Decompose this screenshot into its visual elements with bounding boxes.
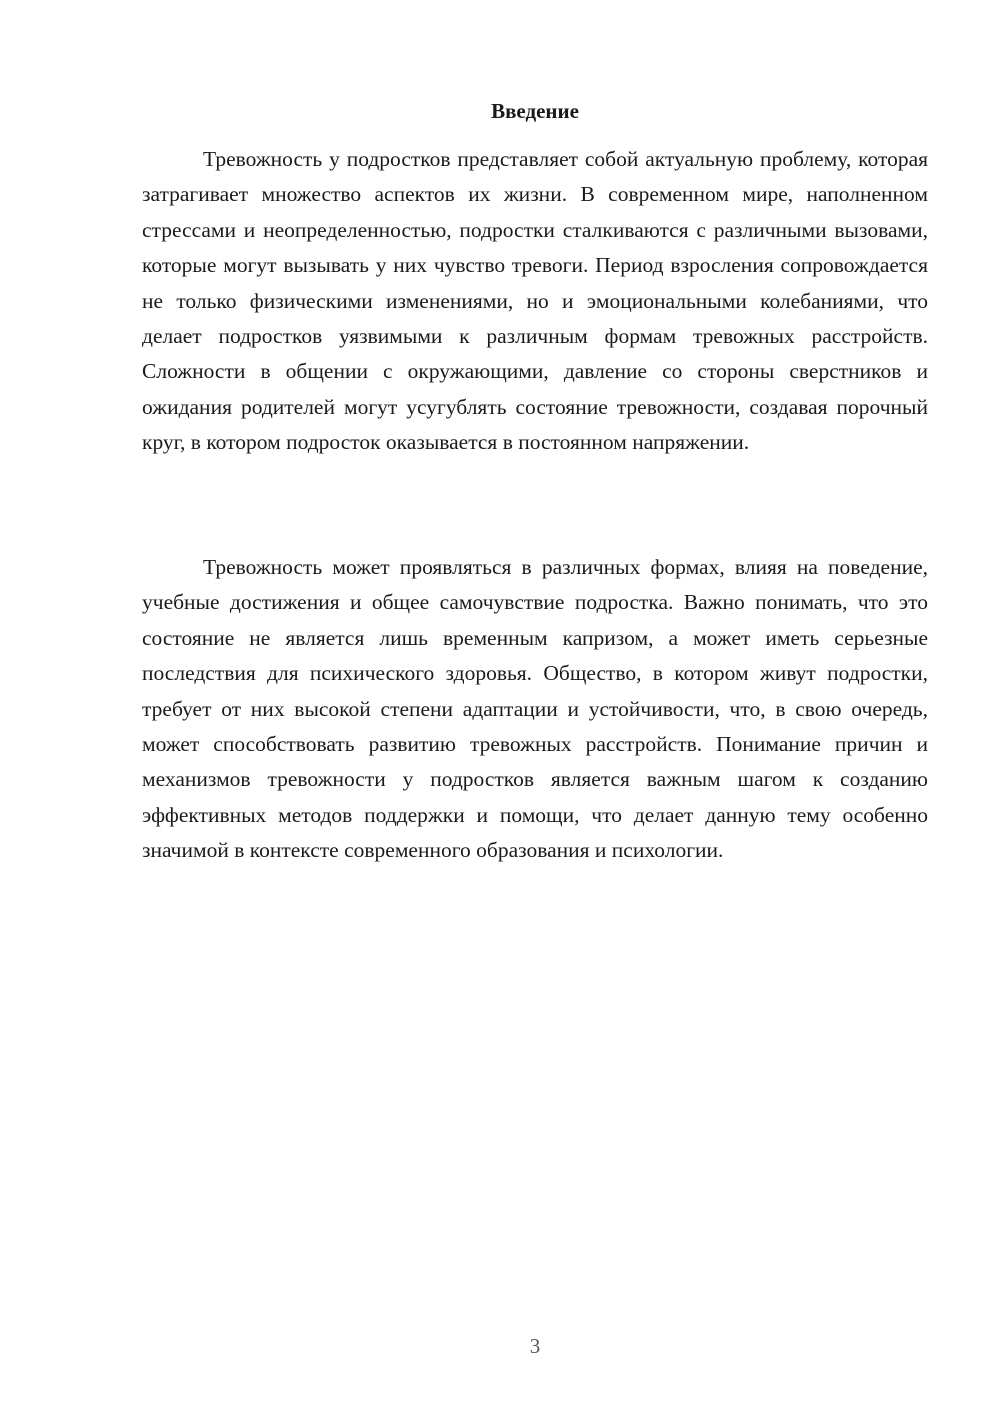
section-heading: Введение [491, 99, 579, 123]
paragraph-block-2 [142, 550, 928, 869]
body-paragraph: Тревожность у подростков представляет собой актуальную проблему, которая затрагивает множество аспектов их жизни. В современном мире, наполненном стрессами и неопределенностью, подростки сталкиваются с различными вызовами, которые могут вызывать у них чувство тревоги. Период взросления сопровождается не только физическими изменениями, но и эмоциональными колебаниями, что делает подростков уязвимыми к различным формам тревожных расстройств. Сложности в общении с окружающими, давление со стороны сверстников и ожидания родителей могут усугублять состояние тревожности, создавая порочный круг, в котором подросток оказывается в постоянном напряжении. [142, 147, 928, 455]
page-number: 3 [529, 1334, 541, 1358]
paragraph-block-1 [142, 142, 928, 461]
body-paragraph: Тревожность может проявляться в различных формах, влияя на поведение, учебные достижения и общее самочувствие подростка. Важно понимать, что это состояние не является лишь временным капризом, а может иметь серьезные последствия для психического здоровья. Общество, в котором живут подростки, требует от них высокой степени адаптации и устойчивости, что, в свою очередь, может способствовать развитию тревожных расстройств. Понимание причин и механизмов тревожности у подростков является важным шагом к созданию эффективных методов поддержки и помощи, что делает данную тему особенно значимой в контексте современного образования и психологии. [142, 555, 928, 863]
